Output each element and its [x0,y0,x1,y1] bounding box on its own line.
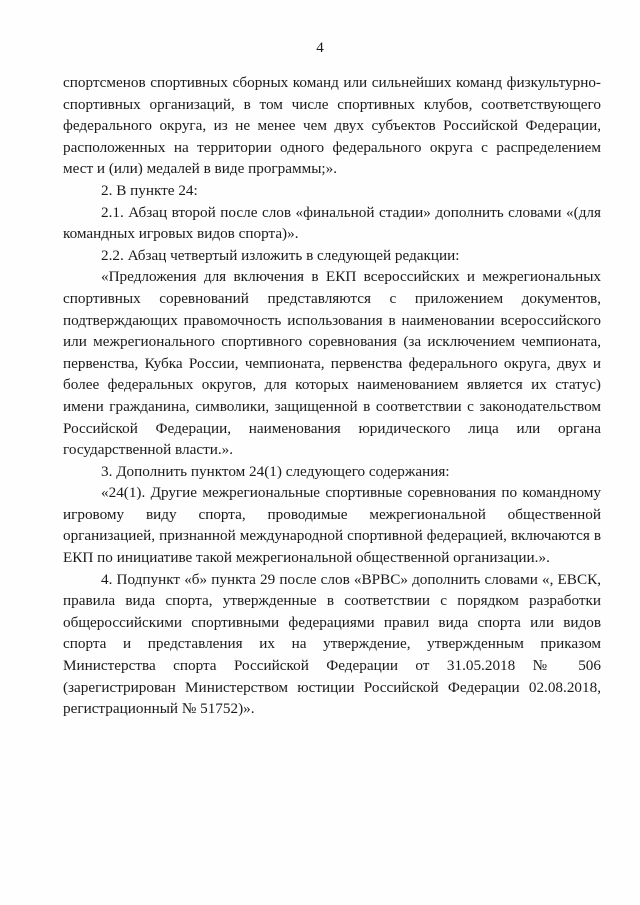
paragraph-quoted-proposals: «Предложения для включения в ЕКП всероссийских и межрегиональных спортивных соревнований представляются с приложением документов, подтверждающих правомочность использования в наименовании всероссийского или межрегионального спортивного соревнования (за исключением чемпионата, первенства, Кубка России, чемпионата, первенства федерального округа, двух и более федеральных округов, для которых наименованием является их статус) имени гражданина, символики, защищенной в соответствии с законодательством Российской Федерации, наименования юридического лица или органа государственной власти.». [63,268,601,459]
paragraph-item-2-1: 2.1. Абзац второй после слов «финальной стадии» дополнить словами «(для командных игровых видов спорта)». [63,203,601,243]
paragraph-quoted-24-1: «24(1). Другие межрегиональные спортивные соревнования по командному игровому виду спорта, проводимые межрегиональной общественной организацией, признанной международной спортивной федерацией, включаются в ЕКП по инициативе такой межрегиональной общественной организации.». [63,484,601,567]
paragraph-item-3: 3. Дополнить пунктом 24(1) следующего содержания: [101,462,450,480]
document-body [63,72,601,720]
paragraph-item-2-2: 2.2. Абзац четвертый изложить в следующей редакции: [101,246,460,264]
page-number: 4 [316,40,324,56]
paragraph-continuation: спортсменов спортивных сборных команд или сильнейших команд физкультурно-спортивных организаций, в том числе спортивных клубов, соответствующего федерального округа, из не менее чем двух субъектов Российской Федерации, расположенных на территории одного федерального округа с распределением мест и (или) медалей в виде программы;». [63,74,601,178]
paragraph-item-4: 4. Подпункт «б» пункта 29 после слов «ВРВС» дополнить словами «, ЕВСК, правила вида спорта, утвержденные в соответствии с порядком разработки общероссийскими спортивными федерациями правил вида спорта или видов спорта и представления их на утверждение, утвержденным приказом Министерства спорта Российской Федерации от 31.05.2018 № 506 (зарегистрирован Министерством юстиции Российской Федерации 02.08.2018, регистрационный № 51752)». [63,570,601,718]
paragraph-item-2: 2. В пункте 24: [101,181,198,199]
